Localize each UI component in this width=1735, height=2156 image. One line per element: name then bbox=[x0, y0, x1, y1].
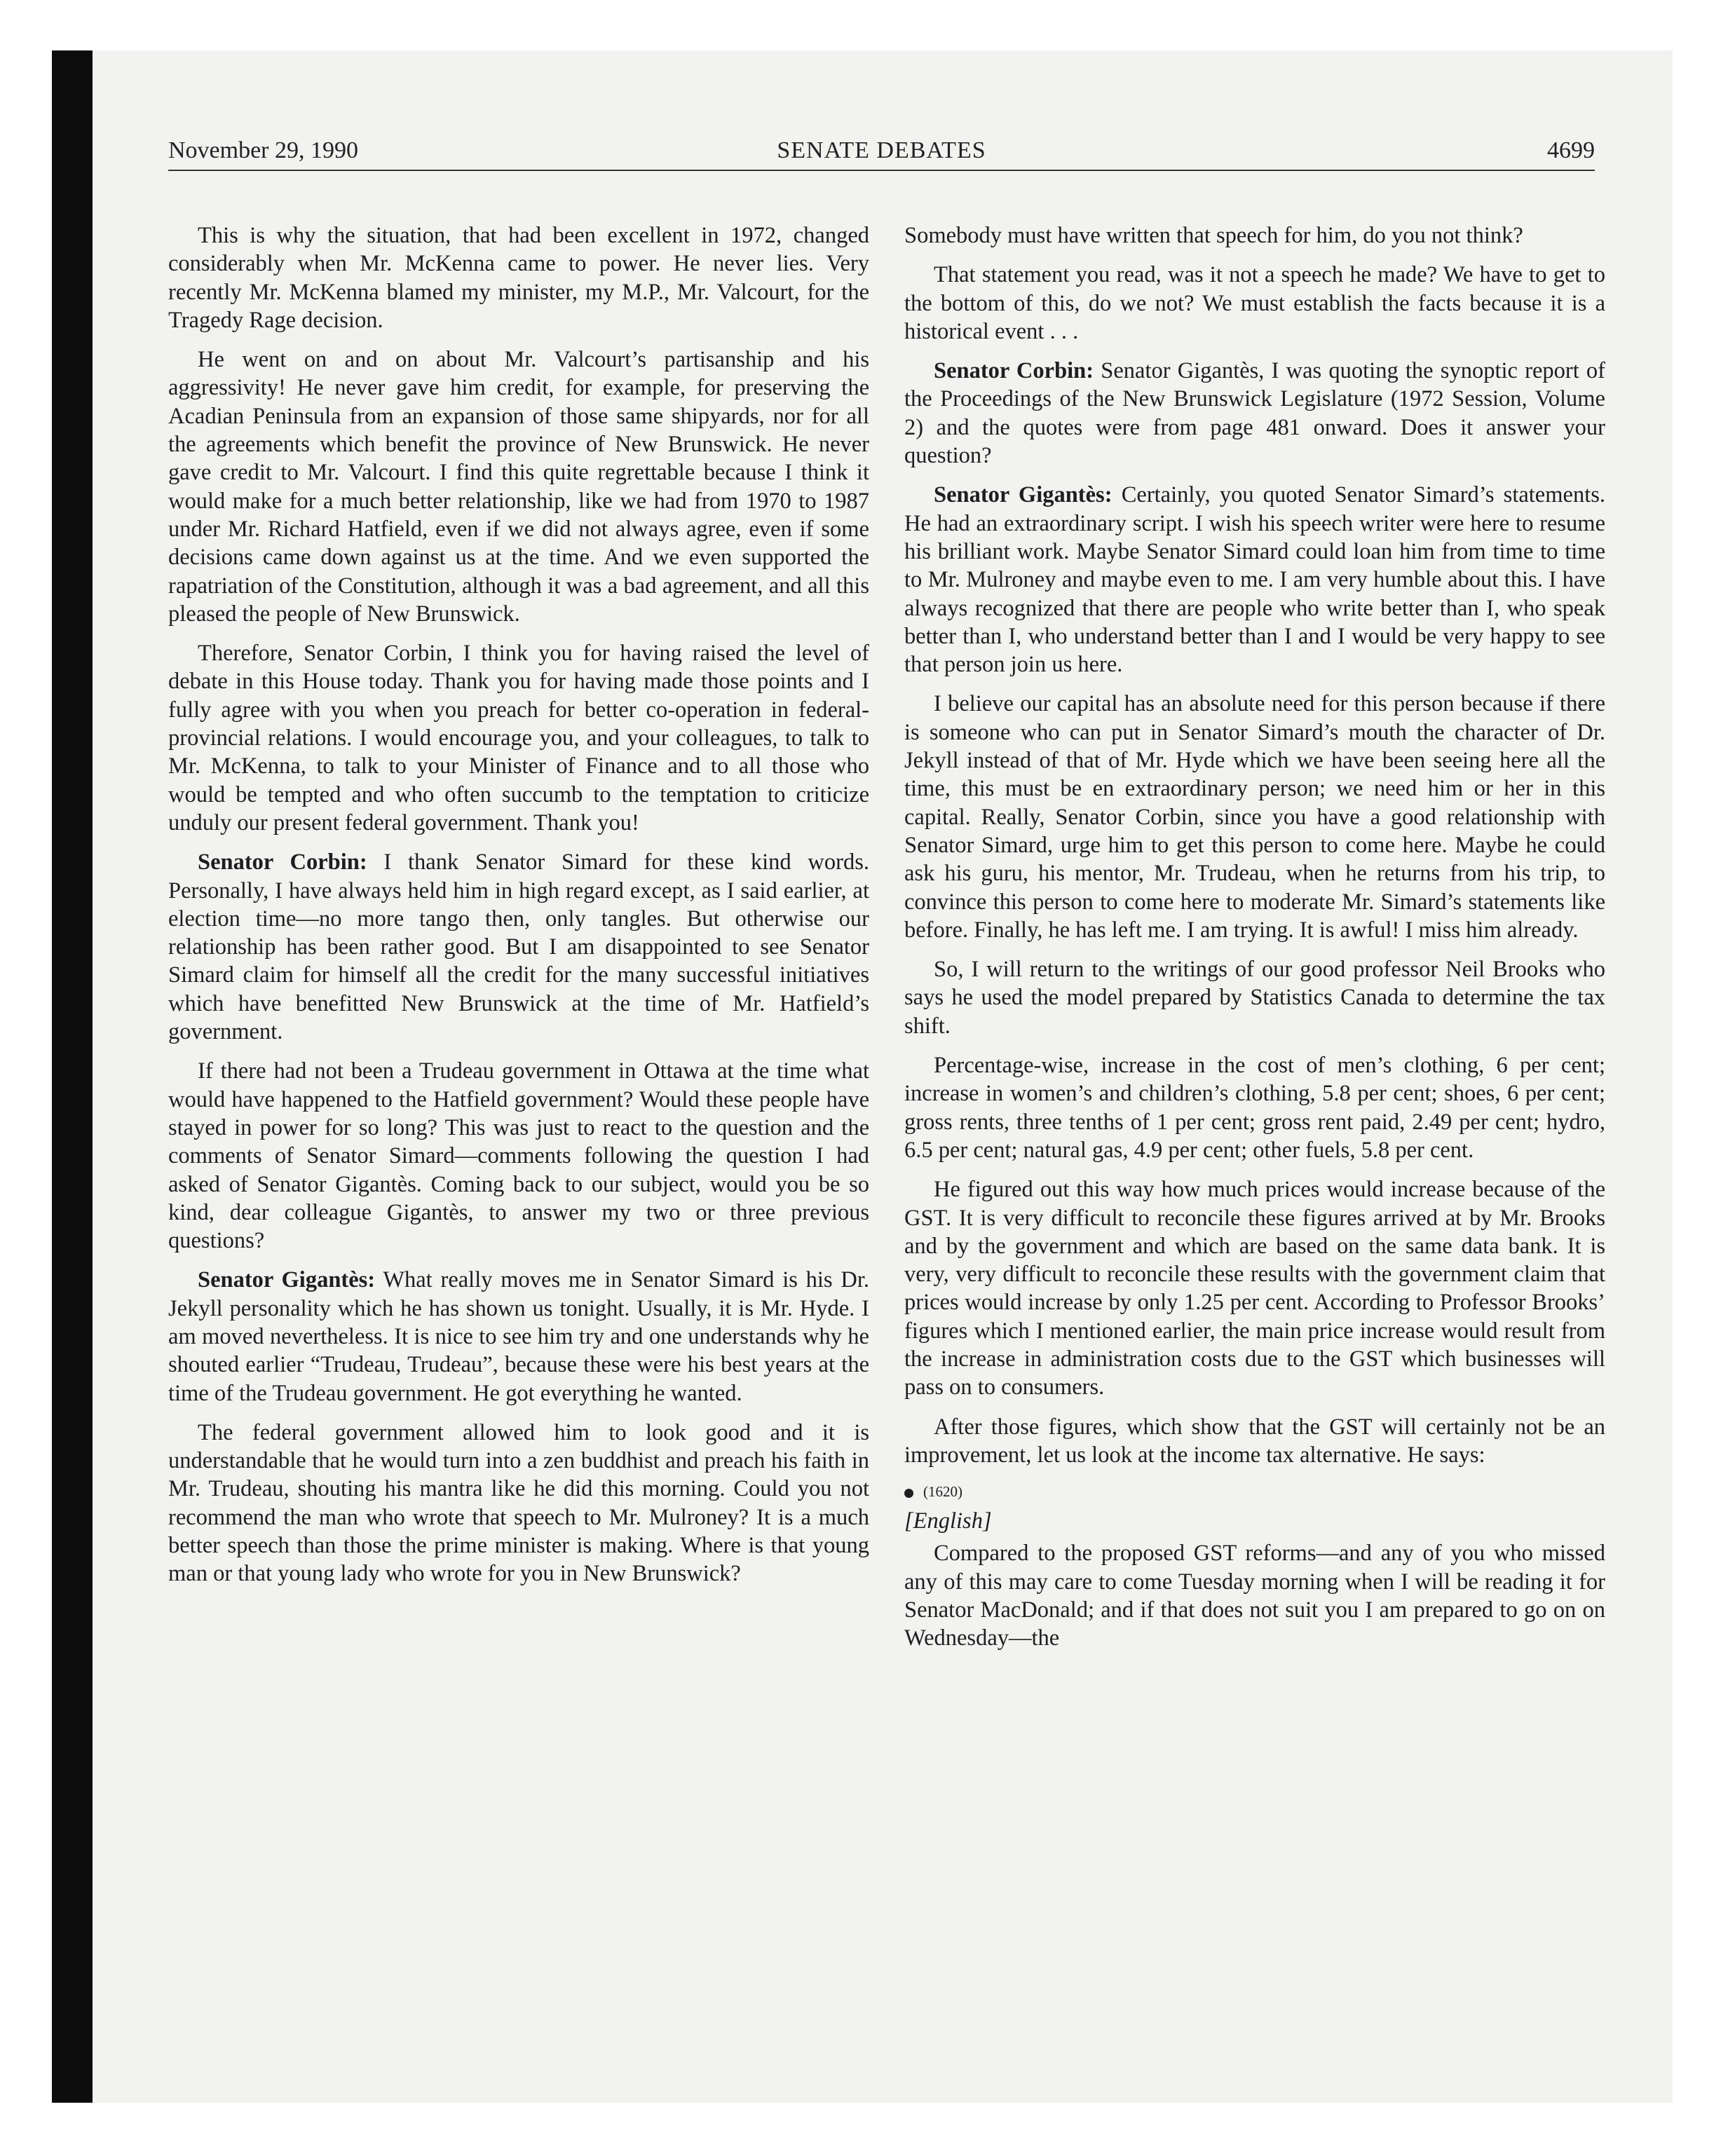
paragraph: That statement you read, was it not a speech he made? We have to get to the bottom of this, do we not? We must establish the facts because it is a historical event . . . bbox=[904, 262, 1605, 344]
speaker-name: Senator Gigantès: bbox=[198, 1267, 376, 1293]
binding-edge bbox=[52, 50, 93, 2103]
paragraph: So, I will return to the writings of our good professor Neil Brooks who says he used the model prepared by Statistics Canada to determine the tax shift. bbox=[904, 957, 1605, 1039]
speaker-name: Senator Gigantès: bbox=[934, 482, 1113, 508]
speech-text: Senator Gigantès, I was quoting the synoptic report of the Proceedings of the New Brunswick Legislature (1972 Session, Volume 2) and the quotes were from page 481 onward. Does it answer your question? bbox=[904, 358, 1605, 469]
speech-text: What really moves me in Senator Simard is his Dr. Jekyll personality which he has shown us tonight. Usually, it is Mr. Hyde. I am moved nevertheless. It is nice to see him try and one understands why he shouted earlier “Trudeau, Trudeau”, because these were his best years at the time of the Trudeau government. He got everything he wanted. bbox=[168, 1267, 869, 1406]
page-header bbox=[168, 135, 1595, 171]
speech-text: Certainly, you quoted Senator Simard’s statements. He had an extraordinary script. I wish his speech writer were here to resume his brilliant work. Maybe Senator Simard could loan him from time to time to Mr. Mulroney and maybe even to me. I am very humble about this. I have always recognized that there are people who write better than I, who speak better than I, who understand better than I and I would be very happy to see that person join us here. bbox=[904, 482, 1605, 678]
paragraph: Therefore, Senator Corbin, I think you for having raised the level of debate in this House today. Thank you for having made those points and I fully agree with you when you preach for better co-operation in federal-provincial relations. I would encourage you, and your colleagues, to talk to Mr. McKenna, to talk to your Minister of Finance and to all those who would be tempted and who often succumb to the temptation to criticize unduly our present federal government. Thank you! bbox=[168, 641, 869, 835]
paragraph bbox=[168, 848, 869, 1046]
paragraph bbox=[904, 481, 1605, 678]
paragraph: Somebody must have written that speech for him, do you not think? bbox=[904, 223, 1523, 248]
time-marker-text: (1620) bbox=[923, 1483, 962, 1501]
header-title: SENATE DEBATES bbox=[777, 137, 986, 163]
paragraph: The federal government allowed him to look good and it is understandable that he would turn into a zen buddhist and preach his faith in Mr. Trudeau, shouting his mantra like he did this morning. Could you not recommend the man who wrote that speech to Mr. Mulroney? It is a much better speech than those the prime minister is making. Where is that young man or that young lady who wrote for you in New Brunswick? bbox=[168, 1419, 869, 1587]
paragraph bbox=[168, 1266, 869, 1407]
speaker-name: Senator Corbin: bbox=[934, 358, 1094, 384]
paragraph: He figured out this way how much prices would increase because of the GST. It is very difficult to reconcile these figures arrived at by Mr. Brooks and by the government and which are based on the same data bank. It is very, very difficult to reconcile these results with the government claim that prices would increase by only 1.25 per cent. According to Professor Brooks’ figures which I mentioned earlier, the main price increase would result from the increase in administration costs due to the GST which businesses will pass on to consumers. bbox=[904, 1177, 1605, 1400]
speaker-name: Senator Corbin: bbox=[198, 850, 367, 875]
paragraph: Compared to the proposed GST reforms—and any of you who missed any of this may care to come Tuesday morning when I will be reading it for Senator MacDonald; and if that does not suit you I am prepared to go on on Wednesday—the bbox=[904, 1541, 1605, 1651]
time-marker bbox=[904, 1480, 1605, 1503]
bullet-icon bbox=[904, 1489, 913, 1498]
paragraph: This is why the situation, that had been excellent in 1972, changed considerably when Mr. McKenna came to power. He never lies. Very recently Mr. McKenna blamed my minister, my M.P., Mr. Valcourt, for the Tragedy Rage decision. bbox=[168, 223, 869, 333]
language-marker: [English] bbox=[904, 1508, 992, 1534]
paragraph: Percentage-wise, increase in the cost of men’s clothing, 6 per cent; increase in women’s and children’s clothing, 5.8 per cent; shoes, 6 per cent; gross rents, three tenths of 1 per cent; gross rent paid, 2.49 per cent; hydro, 6.5 per cent; natural gas, 4.9 per cent; other fuels, 5.8 per cent. bbox=[904, 1053, 1605, 1163]
paragraph: He went on and on about Mr. Valcourt’s partisanship and his aggressivity! He never gave him credit, for example, for preserving the Acadian Peninsula from an expansion of those same shipyards, nor for all the agreements which benefit the province of New Brunswick. He never gave credit to Mr. Valcourt. I find this quite regrettable because I think it would make for a much better relationship, like we had from 1970 to 1987 under Mr. Richard Hatfield, even if we did not always agree, even if some decisions came down against us at the time. And we even supported the rapatriation of the Constitution, although it was a bad agreement, and all this pleased the people of New Brunswick. bbox=[168, 347, 869, 627]
right-column bbox=[904, 221, 1605, 1653]
paragraph: After those figures, which show that the GST will certainly not be an improvement, let us look at the income tax alternative. He says: bbox=[904, 1414, 1605, 1468]
left-column bbox=[168, 221, 869, 1588]
paragraph: I believe our capital has an absolute need for this person because if there is someone who can put in Senator Simard’s mouth the character of Dr. Jekyll instead of that of Mr. Hyde which we have been seeing here all the time, this must be en extraordinary person; we need him or her in this capital. Really, Senator Corbin, since you have a good relationship with Senator Simard, urge him to get this person to come here. Maybe he could ask his guru, his mentor, Mr. Trudeau, when he returns from his trip, to convince this person to come here to moderate Mr. Simard’s statements like before. Finally, he has left me. I am trying. It is awful! I miss him already. bbox=[904, 691, 1605, 943]
speech-text: I thank Senator Simard for these kind words. Personally, I have always held him in high regard except, as I said earlier, at election time—no more tango then, only tangles. But otherwise our relationship has been rather good. But I am disappointed to see Senator Simard claim for himself all the credit for the many successful initiatives which have benefitted New Brunswick at the time of Mr. Hatfield’s government. bbox=[168, 850, 869, 1045]
page-number: 4699 bbox=[1547, 137, 1595, 163]
paragraph: If there had not been a Trudeau government in Ottawa at the time what would have happened to the Hatfield government? Would these people have stayed in power for so long? This was just to react to the question and the comments of Senator Simard—comments following the question I had asked of Senator Gigantès. Coming back to our subject, would you be so kind, dear colleague Gigantès, to answer my two or three previous questions? bbox=[168, 1058, 869, 1254]
header-date: November 29, 1990 bbox=[168, 137, 359, 163]
paragraph bbox=[904, 357, 1605, 470]
